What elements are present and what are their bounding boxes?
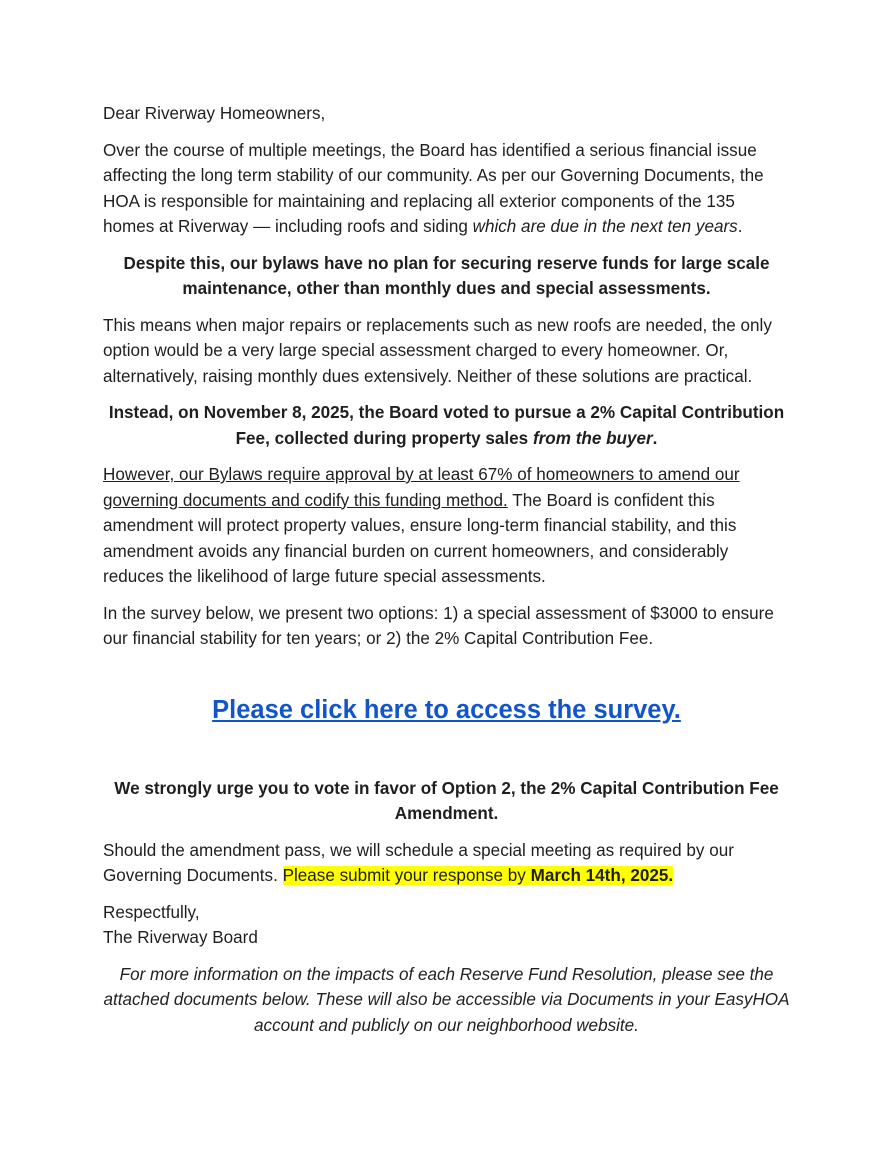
greeting: Dear Riverway Homeowners, [103,104,326,123]
paragraph-approval-underlined: However, our Bylaws require approval by at least 67% of homeowners to amend our governing documents and codify this funding method. [103,465,740,510]
paragraph-survey-options: In the survey below, we present two options: 1) a special assessment of $3000 to ensure our financial stability for ten years; or 2) the 2% Capital Contribution Fee. [103,603,774,648]
deadline-highlight [283,866,674,885]
paragraph-financial-issue-end: . [737,217,743,236]
paragraph-financial-issue-italic: which are due in the next ten years [472,217,738,236]
survey-link[interactable]: Please click here to access the survey. [212,695,681,724]
signature: The Riverway Board [103,928,258,947]
deadline-highlight-text: Please submit your response by [282,866,531,885]
paragraph-meeting [103,838,790,889]
bold-statement-bylaws: Despite this, our bylaws have no plan for securing reserve funds for large scale maintenance, other than monthly dues and special assessments. [123,253,770,298]
signature-block [103,900,790,951]
bold-statement-board-vote [103,400,790,451]
paragraph-meeting-text: Should the amendment pass, we will schedule a special meeting as required by our Governing Documents. [103,840,734,885]
deadline-date: March 14th, 2025. [530,866,674,885]
paragraph-repairs: This means when major repairs or replacements such as new roofs are needed, the only option would be a very large special assessment charged to every homeowner. Or, alternatively, raising monthly dues extensively. Neither of these solutions are practical. [103,315,772,386]
footer-note: For more information on the impacts of each Reserve Fund Resolution, please see the attached documents below. These will also be accessible via Documents in your EasyHOA account and publicly on our neighborhood website. [103,964,790,1035]
paragraph-approval [103,462,790,590]
bold-statement-board-vote-end: . [652,428,658,448]
bold-statement-board-vote-italic: from the buyer [532,428,653,448]
bold-statement-urge: We strongly urge you to vote in favor of Option 2, the 2% Capital Contribution Fee Amendment. [114,778,779,823]
bold-statement-board-vote-text: Instead, on November 8, 2025, the Board voted to pursue a 2% Capital Contribution Fee, collected during property sales [108,403,785,448]
paragraph-financial-issue-text: Over the course of multiple meetings, the Board has identified a serious financial issue affecting the long term stability of our community. As per our Governing Documents, the HOA is responsible for maintaining and replacing all exterior components of the 135 homes at Riverway — including roofs and siding [103,140,764,236]
closing: Respectfully, [103,902,200,922]
paragraph-approval-rest: The Board is confident this amendment will protect property values, ensure long-term financial stability, and this amendment avoids any financial burden on current homeowners, and considerably reduces the likelihood of large future special assessments. [103,490,737,586]
paragraph-financial-issue [103,138,790,240]
